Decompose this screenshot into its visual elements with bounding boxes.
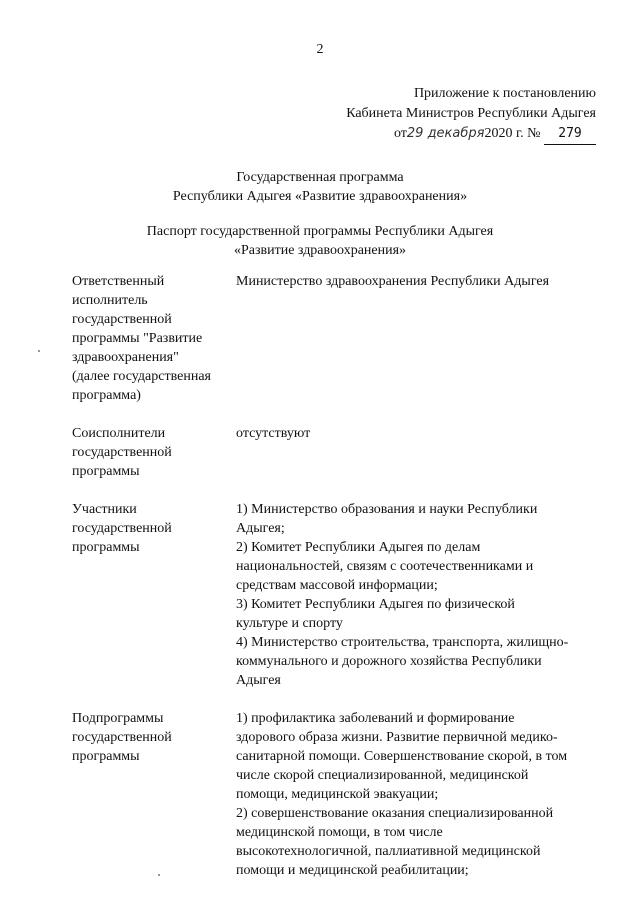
- resolution-number: 279: [544, 124, 596, 145]
- row-label: [72, 272, 236, 405]
- passport-title: [0, 222, 640, 260]
- appendix-line-1: Приложение к постановлению: [413, 86, 596, 101]
- program-title-line-1: Государственная программа: [236, 170, 404, 185]
- row-label: [72, 709, 236, 766]
- row-value-line: отсутствуют: [236, 426, 311, 441]
- row-label-line: программы: [72, 749, 140, 764]
- row-label-line: программы: [72, 540, 140, 555]
- scan-speck: [38, 350, 40, 352]
- row-value-line: культуре и спорту: [236, 616, 343, 631]
- row-label-line: исполнитель: [72, 293, 148, 308]
- appendix-date-line: [346, 124, 596, 145]
- row-value-line: 1) профилактика заболеваний и формирование: [236, 711, 515, 726]
- row-value: [236, 709, 594, 880]
- passport-row: [72, 272, 608, 405]
- row-value-line: Адыгея;: [236, 521, 285, 536]
- row-value-line: санитарной помощи. Совершенствование скорой, в том: [236, 749, 568, 764]
- row-label-line: Участники: [72, 502, 137, 517]
- row-label-line: Подпрограммы: [72, 711, 164, 726]
- row-value-line: коммунального и дорожного хозяйства Республики: [236, 654, 542, 669]
- row-value-line: 2) совершенствование оказания специализированной: [236, 806, 554, 821]
- row-value-line: Адыгея: [236, 673, 281, 688]
- row-value-line: 1) Министерство образования и науки Республики: [236, 502, 538, 517]
- page-number: 2: [316, 42, 324, 57]
- year-text: 2020 г. №: [484, 126, 541, 141]
- appendix-line-2: Кабинета Министров Республики Адыгея: [346, 106, 596, 121]
- passport-title-line-1: Паспорт государственной программы Республики Адыгея: [146, 224, 494, 239]
- passport-table: [72, 272, 608, 880]
- passport-row: [72, 709, 608, 880]
- row-label-line: здравоохранения": [72, 350, 179, 365]
- row-label-line: государственной: [72, 312, 172, 327]
- handwritten-date: 29 декабря: [406, 126, 485, 141]
- row-value-line: национальностей, связям с соотечественниками и: [236, 559, 534, 574]
- row-label-line: Соисполнители: [72, 426, 166, 441]
- passport-title-line-2: «Развитие здравоохранения»: [233, 243, 407, 258]
- row-value: [236, 272, 594, 291]
- program-title: [0, 168, 640, 206]
- row-value-line: высокотехнологичной, паллиативной медицинской: [236, 844, 541, 859]
- passport-row: [72, 424, 608, 481]
- row-value-line: 4) Министерство строительства, транспорта, жилищно-: [236, 635, 569, 650]
- row-value-line: помощи, медицинской эвакуации;: [236, 787, 439, 802]
- scan-speck: [158, 874, 160, 876]
- row-value-line: средствам массовой информации;: [236, 578, 438, 593]
- row-label-line: государственной: [72, 445, 172, 460]
- row-value: [236, 500, 594, 690]
- passport-row: [72, 500, 608, 690]
- row-value-line: 3) Комитет Республики Адыгея по физической: [236, 597, 515, 612]
- row-label-line: программы: [72, 464, 140, 479]
- row-value-line: здорового образа жизни. Развитие первичной медико-: [236, 730, 558, 745]
- program-title-line-2: Республики Адыгея «Развитие здравоохранения»: [172, 189, 468, 204]
- row-value-line: Министерство здравоохранения Республики Адыгея: [236, 274, 550, 289]
- row-label-line: программы "Развитие: [72, 331, 203, 346]
- row-value-line: медицинской помощи, в том числе: [236, 825, 443, 840]
- row-label-line: государственной: [72, 730, 172, 745]
- row-label: [72, 424, 236, 481]
- row-label-line: Ответственный: [72, 274, 165, 289]
- row-label: [72, 500, 236, 557]
- row-value-line: помощи и медицинской реабилитации;: [236, 863, 469, 878]
- date-prefix: от: [393, 126, 407, 141]
- row-label-line: программа): [72, 388, 141, 403]
- row-value: [236, 424, 594, 443]
- row-value-line: 2) Комитет Республики Адыгея по делам: [236, 540, 481, 555]
- row-label-line: государственной: [72, 521, 172, 536]
- row-label-line: (далее государственная: [72, 369, 211, 384]
- appendix-header: [346, 84, 596, 145]
- row-value-line: числе скорой специализированной, медицинской: [236, 768, 529, 783]
